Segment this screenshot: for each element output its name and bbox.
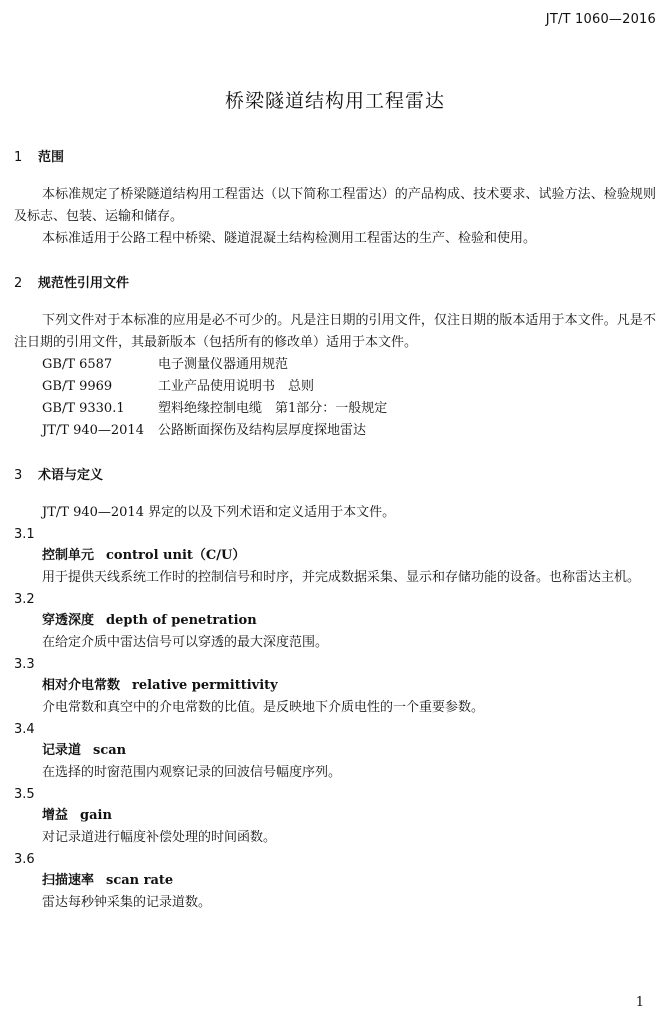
term-definition: 在选择的时窗范围内观察记录的回波信号幅度序列。 [42,765,342,780]
term-name-en: scan rate [106,873,174,888]
term-entry [14,654,656,719]
reference-item [14,398,656,420]
term-name-zh: 控制单元 [42,548,95,563]
term-name [14,740,656,762]
reference-list [14,354,656,442]
section-heading-terms [14,466,656,486]
section-number: 1 [14,150,23,165]
normative-intro: 下列文件对于本标准的应用是必不可少的。凡是注日期的引用文件，仅注日期的版本适用于本文件。凡是不注日期的引用文件，其最新版本（包括所有的修改单）适用于本文件。 [14,313,656,350]
section-title: 范围 [38,150,65,165]
section-heading-scope [14,148,656,168]
term-entry [14,589,656,654]
term-name-en: control unit（C/U） [106,548,246,563]
reference-title: 电子测量仪器通用规范 [158,357,289,372]
term-entry [14,784,656,849]
scope-paragraph: 本标准规定了桥梁隧道结构用工程雷达（以下简称工程雷达）的产品构成、技术要求、试验方法、检验规则及标志、包装、运输和储存。 [14,187,656,224]
term-number: 3.3 [14,657,35,672]
section-title: 术语与定义 [38,468,104,483]
term-definition: 雷达每秒钟采集的记录道数。 [42,895,212,910]
section-number: 3 [14,468,23,483]
section-number: 2 [14,276,23,291]
reference-code: GB/T 9969 [42,379,113,394]
term-name-zh: 扫描速率 [42,873,95,888]
reference-item [14,376,656,398]
term-number: 3.5 [14,787,35,802]
term-name-zh: 穿透深度 [42,613,95,628]
section-title: 规范性引用文件 [38,276,130,291]
term-definition: 用于提供天线系统工作时的控制信号和时序，并完成数据采集、显示和存储功能的设备。也称雷达主机。 [42,570,641,585]
term-number: 3.6 [14,852,35,867]
term-name-en: scan [93,743,127,758]
reference-code: JT/T 940—2014 [42,423,144,438]
term-name-zh: 相对介电常数 [42,678,121,693]
term-entry [14,719,656,784]
document-body [14,148,656,914]
term-name [14,610,656,632]
term-name-zh: 增益 [42,808,69,823]
term-name-zh: 记录道 [42,743,82,758]
reference-title: 塑料绝缘控制电缆 第1部分：一般规定 [158,401,388,416]
term-number: 3.2 [14,592,35,607]
term-number: 3.1 [14,527,35,542]
term-name [14,675,656,697]
reference-code: GB/T 6587 [42,357,113,372]
terms-intro: JT/T 940—2014 界定的以及下列术语和定义适用于本文件。 [42,505,396,520]
page-number: 1 [635,995,644,1010]
term-name-en: relative permittivity [132,678,278,693]
term-definition: 在给定介质中雷达信号可以穿透的最大深度范围。 [42,635,329,650]
term-name-en: gain [80,808,112,823]
term-definition: 对记录道进行幅度补偿处理的时间函数。 [42,830,277,845]
reference-title: 工业产品使用说明书 总则 [158,379,315,394]
term-name [14,870,656,892]
term-definition: 介电常数和真空中的介电常数的比值。是反映地下介质电性的一个重要参数。 [42,700,485,715]
term-name [14,545,656,567]
document-title: 桥梁隧道结构用工程雷达 [224,90,445,112]
reference-item [14,420,656,442]
term-entry [14,524,656,589]
reference-item [14,354,656,376]
reference-title: 公路断面探伤及结构层厚度探地雷达 [158,423,367,438]
scope-paragraph: 本标准适用于公路工程中桥梁、隧道混凝土结构检测用工程雷达的生产、检验和使用。 [42,231,537,246]
term-name-en: depth of penetration [106,613,257,628]
term-number: 3.4 [14,722,35,737]
term-entry [14,849,656,914]
standard-code: JT/T 1060—2016 [545,12,656,27]
section-heading-normative [14,274,656,294]
reference-code: GB/T 9330.1 [42,401,125,416]
term-name [14,805,656,827]
